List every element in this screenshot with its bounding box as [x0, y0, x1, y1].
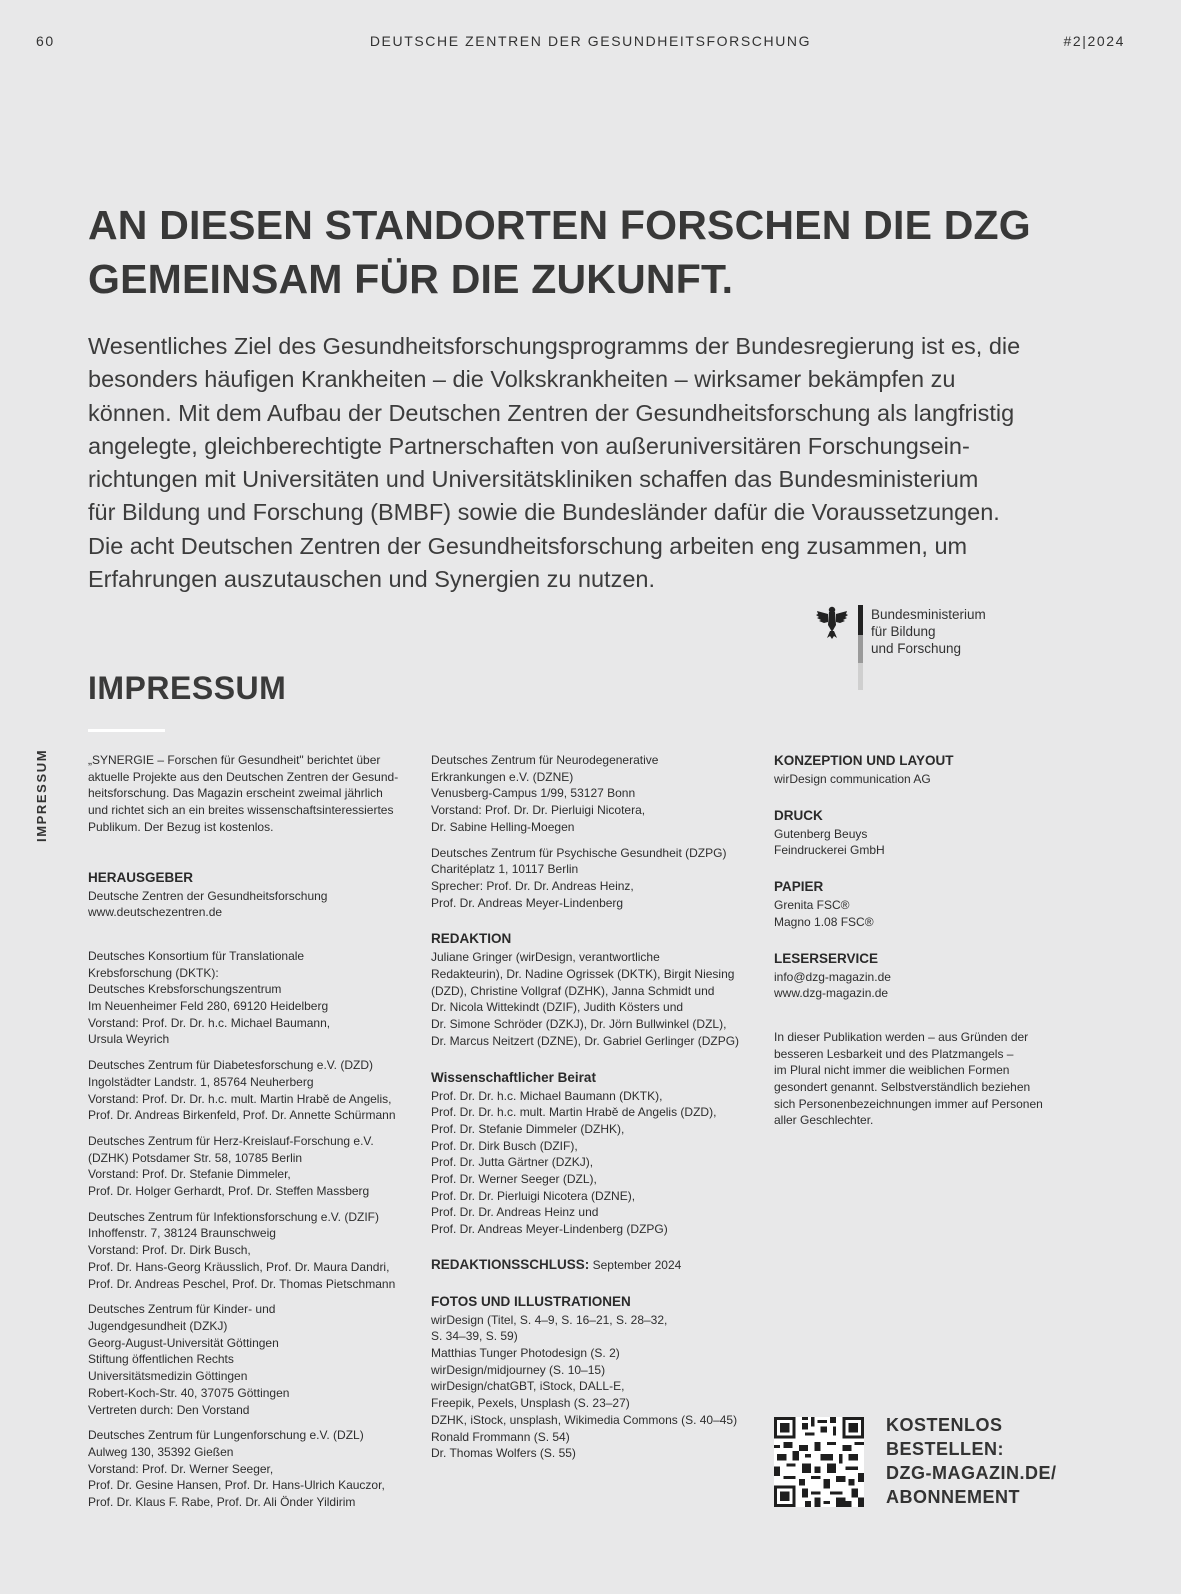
text-line: Stiftung öffentlichen Rechts	[88, 1352, 234, 1367]
text-line: Dr. Nicola Wittekindt (DZIF), Judith Kösters und	[431, 1000, 684, 1015]
text-line: Prof. Dr. Dr. h.c. Michael Baumann (DKTK),	[431, 1088, 663, 1103]
text-line: ABONNEMENT	[886, 1487, 1020, 1507]
dzpg-block	[431, 845, 751, 912]
konzeption-block	[774, 771, 1064, 788]
text-line: GEMEINSAM FÜR DIE ZUKUNFT.	[88, 256, 734, 302]
herausgeber-heading: HERAUSGEBER	[88, 869, 194, 885]
text-line: Prof. Dr. Andreas Meyer-Lindenberg	[431, 895, 624, 910]
text-line: Dr. Sabine Helling-Moegen	[431, 819, 575, 834]
text-line: Deutsches Zentrum für Diabetesforschung e.V. (DZD)	[88, 1058, 374, 1073]
dktk-block	[88, 948, 418, 1048]
text-line: Magno 1.08 FSC®	[774, 914, 874, 929]
text-line: Vorstand: Prof. Dr. Dirk Busch,	[88, 1243, 251, 1258]
text-line: Prof. Dr. Jutta Gärtner (DZKJ),	[431, 1155, 594, 1170]
text-line: angelegte, gleichberechtigte Partnerschaften von außeruniversitären Forschungsein-	[88, 432, 970, 459]
text-line: Universitätsmedizin Göttingen	[88, 1369, 248, 1384]
magazine-description	[88, 752, 418, 836]
text-line: Krebsforschung (DKTK):	[88, 965, 219, 980]
dzl-block	[88, 1427, 418, 1511]
text-line: Sprecher: Prof. Dr. Dr. Andreas Heinz,	[431, 878, 634, 893]
text-line: Wesentliches Ziel des Gesundheitsforschungsprogramms der Bundesregierung ist es, die	[88, 333, 1021, 359]
text-line: aktuelle Projekte aus den Deutschen Zentren der Gesund-	[88, 769, 399, 784]
text-line: Redakteurin), Dr. Nadine Ogrissek (DKTK), Birgit Niesing	[431, 967, 735, 982]
papier-heading: PAPIER	[774, 879, 824, 895]
text-line: Erkrankungen e.V. (DZNE)	[431, 769, 574, 784]
text-line: Vorstand: Prof. Dr. Stefanie Dimmeler,	[88, 1167, 291, 1182]
herausgeber-block	[88, 888, 418, 921]
logo-bar-segment-light	[858, 663, 863, 690]
text-line: Bundesministerium	[871, 607, 986, 622]
text-line: Dr. Thomas Wolfers (S. 55)	[431, 1446, 576, 1461]
text-line: Gutenberg Beuys	[774, 826, 868, 841]
leserservice-heading: LESERSERVICE	[774, 950, 879, 966]
text-line: Ursula Weyrich	[88, 1032, 170, 1047]
text-line: S. 34–39, S. 59)	[431, 1329, 518, 1344]
druck-heading: DRUCK	[774, 807, 823, 823]
text-line: wirDesign/midjourney (S. 10–15)	[431, 1362, 606, 1377]
text-line: Publikum. Der Bezug ist kostenlos.	[88, 819, 274, 834]
text-line: DZG-MAGAZIN.DE/	[886, 1463, 1057, 1483]
text-line: Prof. Dr. Andreas Birkenfeld, Prof. Dr. Annette Schürmann	[88, 1108, 396, 1123]
text-line: können. Mit dem Aufbau der Deutschen Zentren der Gesundheitsforschung als langfristig	[88, 399, 1015, 426]
text-line: Inhoffenstr. 7, 38124 Braunschweig	[88, 1226, 276, 1241]
text-line: Deutsche Zentren der Gesundheitsforschung	[88, 888, 328, 903]
text-line: im Plural nicht immer die weiblichen Formen	[774, 1063, 1010, 1078]
dzd-block	[88, 1057, 418, 1124]
text-line: und Forschung	[871, 641, 962, 656]
text-line: www.deutschezentren.de	[88, 905, 223, 920]
dzif-block	[88, 1209, 418, 1293]
text-line: Matthias Tunger Photodesign (S. 2)	[431, 1345, 620, 1360]
text-line: Deutsches Konsortium für Translationale	[88, 948, 305, 963]
text-line: und richtet sich an ein breites wissenschaftsinteressiertes	[88, 803, 394, 818]
federal-eagle-icon	[816, 605, 848, 639]
text-line: Die acht Deutschen Zentren der Gesundheitsforschung arbeiten eng zusammen, um	[88, 532, 968, 559]
logo-bar-segment-black	[858, 605, 863, 635]
text-line: Deutsches Zentrum für Herz-Kreislauf-Forschung e.V.	[88, 1133, 374, 1148]
text-line: BESTELLEN:	[886, 1439, 1005, 1459]
text-line: Deutsches Zentrum für Kinder- und	[88, 1302, 276, 1317]
text-line: Georg-August-Universität Göttingen	[88, 1335, 279, 1350]
papier-block	[774, 897, 1064, 930]
text-line: info@dzg-magazin.de	[774, 969, 891, 984]
text-line: gesondert genannt. Selbstverständlich beziehen	[774, 1080, 1031, 1095]
side-section-label: IMPRESSUM	[34, 748, 49, 842]
gender-note	[774, 1029, 1064, 1129]
redaktion-heading: REDAKTION	[431, 931, 512, 947]
text-line: Dr. Simone Schröder (DZKJ), Dr. Jörn Bullwinkel (DZL),	[431, 1017, 727, 1032]
text-line: Feindruckerei GmbH	[774, 843, 885, 858]
text-line: Prof. Dr. Dirk Busch (DZIF),	[431, 1138, 578, 1153]
text-line: heitsforschung. Das Magazin erscheint zweimal jährlich	[88, 786, 383, 801]
text-line: „SYNERGIE – Forschen für Gesundheit" berichtet über	[88, 753, 381, 767]
fotos-heading: FOTOS UND ILLUSTRATIONEN	[431, 1293, 631, 1309]
issue-number: #2|2024	[1063, 33, 1125, 49]
text-line: sich Personenbezeichnungen immer auf Personen	[774, 1096, 1043, 1111]
text-line: Prof. Dr. Dr. h.c. mult. Martin Hrabě de Angelis (DZD),	[431, 1105, 717, 1120]
text-line: Venusberg-Campus 1/99, 53127 Bonn	[431, 786, 636, 801]
text-line: für Bildung	[871, 624, 936, 639]
text-line: www.dzg-magazin.de	[774, 986, 889, 1001]
text-line: wirDesign (Titel, S. 4–9, S. 16–21, S. 28–32,	[431, 1312, 668, 1327]
text-line: Deutsches Zentrum für Lungenforschung e.V. (DZL)	[88, 1428, 364, 1443]
text-line: Vorstand: Prof. Dr. Dr. h.c. Michael Baumann,	[88, 1015, 331, 1030]
text-line: besonders häufigen Krankheiten – die Volkskrankheiten – wirksamer bekämpfen zu	[88, 366, 956, 393]
logo-bar-segment-grey	[858, 635, 863, 663]
beirat-heading: Wissenschaftlicher Beirat	[431, 1069, 596, 1085]
leserservice-block	[774, 969, 1064, 1002]
text-line: Prof. Dr. Gesine Hansen, Prof. Dr. Hans-Ulrich Kauczor,	[88, 1478, 385, 1493]
text-line: Deutsches Zentrum für Neurodegenerative	[431, 753, 659, 767]
text-line: Vertreten durch: Den Vorstand	[88, 1402, 250, 1417]
text-line: Freepik, Pexels, Unsplash (S. 23–27)	[431, 1396, 630, 1411]
dzkj-block	[88, 1301, 418, 1418]
text-line: Prof. Dr. Andreas Meyer-Lindenberg (DZPG)	[431, 1222, 668, 1237]
text-line: Prof. Dr. Hans-Georg Kräusslich, Prof. Dr. Maura Dandri,	[88, 1259, 390, 1274]
text-line: (DZHK) Potsdamer Str. 58, 10785 Berlin	[88, 1150, 303, 1165]
fotos-block	[431, 1312, 751, 1462]
text-line: Vorstand: Prof. Dr. Dr. Pierluigi Nicotera,	[431, 803, 646, 818]
text-line: DZHK, iStock, unsplash, Wikimedia Commons (S. 40–45)	[431, 1412, 738, 1427]
redaktionsschluss-value: September 2024	[589, 1257, 682, 1272]
dzne-block	[431, 752, 751, 836]
redaktionsschluss-label: REDAKTIONSSCHLUSS:	[431, 1256, 590, 1272]
dzhk-block	[88, 1133, 418, 1200]
text-line: Prof. Dr. Stefanie Dimmeler (DZHK),	[431, 1121, 625, 1136]
text-line: Ronald Frommann (S. 54)	[431, 1429, 570, 1444]
text-line: Ingolstädter Landstr. 1, 85764 Neuherberg	[88, 1074, 314, 1089]
text-line: Grenita FSC®	[774, 898, 850, 913]
impressum-column-1	[88, 752, 418, 1520]
beirat-block	[431, 1088, 751, 1238]
text-line: Prof. Dr. Dr. Pierluigi Nicotera (DZNE),	[431, 1188, 636, 1203]
page-number: 60	[36, 33, 55, 49]
qr-code-icon[interactable]	[774, 1417, 864, 1507]
impressum-column-2	[431, 752, 751, 1471]
text-line: Deutsches Zentrum für Psychische Gesundheit (DZPG)	[431, 845, 727, 860]
text-line: Aulweg 130, 35392 Gießen	[88, 1444, 234, 1459]
text-line: Dr. Marcus Neitzert (DZNE), Dr. Gabriel Gerlinger (DZPG)	[431, 1033, 740, 1048]
text-line: Prof. Dr. Holger Gerhardt, Prof. Dr. Steffen Massberg	[88, 1184, 370, 1199]
text-line: Robert-Koch-Str. 40, 37075 Göttingen	[88, 1385, 290, 1400]
text-line: besseren Lesbarkeit und des Platzmangels –	[774, 1046, 1014, 1061]
text-line: Juliane Gringer (wirDesign, verantwortliche	[431, 950, 660, 965]
text-line: für Bildung und Forschung (BMBF) sowie die Bundesländer dafür die Voraussetzungen.	[88, 499, 1000, 526]
text-line: Prof. Dr. Klaus F. Rabe, Prof. Dr. Ali Önder Yildirim	[88, 1495, 356, 1510]
text-line: Jugendgesundheit (DZKJ)	[88, 1318, 228, 1333]
text-line: Deutsches Krebsforschungszentrum	[88, 982, 282, 997]
text-line: Prof. Dr. Andreas Peschel, Prof. Dr. Thomas Pietschmann	[88, 1276, 396, 1291]
text-line: Vorstand: Prof. Dr. Werner Seeger,	[88, 1461, 274, 1476]
text-line: Erfahrungen auszutauschen und Synergien zu nutzen.	[88, 566, 656, 593]
logo-wordmark	[871, 606, 986, 657]
text-line: Vorstand: Prof. Dr. Dr. h.c. mult. Martin Hrabě de Angelis,	[88, 1091, 392, 1106]
headline	[88, 198, 1088, 306]
intro-paragraph	[88, 330, 1088, 596]
text-line: wirDesign/chatGBT, iStock, DALL-E,	[431, 1379, 625, 1394]
bmbf-logo	[816, 605, 996, 690]
text-line: Charitéplatz 1, 10117 Berlin	[431, 862, 579, 877]
order-call-to-action[interactable]	[886, 1413, 1056, 1509]
konzeption-heading: KONZEPTION UND LAYOUT	[774, 753, 954, 768]
running-header-title: DEUTSCHE ZENTREN DER GESUNDHEITSFORSCHUNG	[369, 33, 812, 49]
impressum-title: IMPRESSUM	[88, 670, 287, 706]
title-underline	[88, 729, 165, 732]
text-line: Im Neuenheimer Feld 280, 69120 Heidelberg	[88, 999, 329, 1014]
text-line: wirDesign communication AG	[774, 772, 931, 786]
text-line: AN DIESEN STANDORTEN FORSCHEN DIE DZG	[88, 202, 1031, 248]
logo-color-bar	[858, 605, 863, 690]
text-line: richtungen mit Universitäten und Universitätskliniken schaffen das Bundesministerium	[88, 466, 979, 493]
text-line: Prof. Dr. Werner Seeger (DZL),	[431, 1172, 597, 1187]
text-line: (DZD), Christine Vollgraf (DZHK), Janna Schmidt und	[431, 983, 715, 998]
text-line: KOSTENLOS	[886, 1415, 1003, 1435]
redaktion-block	[431, 949, 751, 1049]
impressum-column-3	[774, 752, 1064, 1138]
text-line: Deutsches Zentrum für Infektionsforschung e.V. (DZIF)	[88, 1209, 380, 1224]
text-line: Prof. Dr. Dr. Andreas Heinz und	[431, 1205, 599, 1220]
text-line: In dieser Publikation werden – aus Gründen der	[774, 1029, 1029, 1044]
redaktionsschluss	[431, 1257, 751, 1274]
text-line: aller Geschlechter.	[774, 1113, 874, 1128]
druck-block	[774, 826, 1064, 859]
